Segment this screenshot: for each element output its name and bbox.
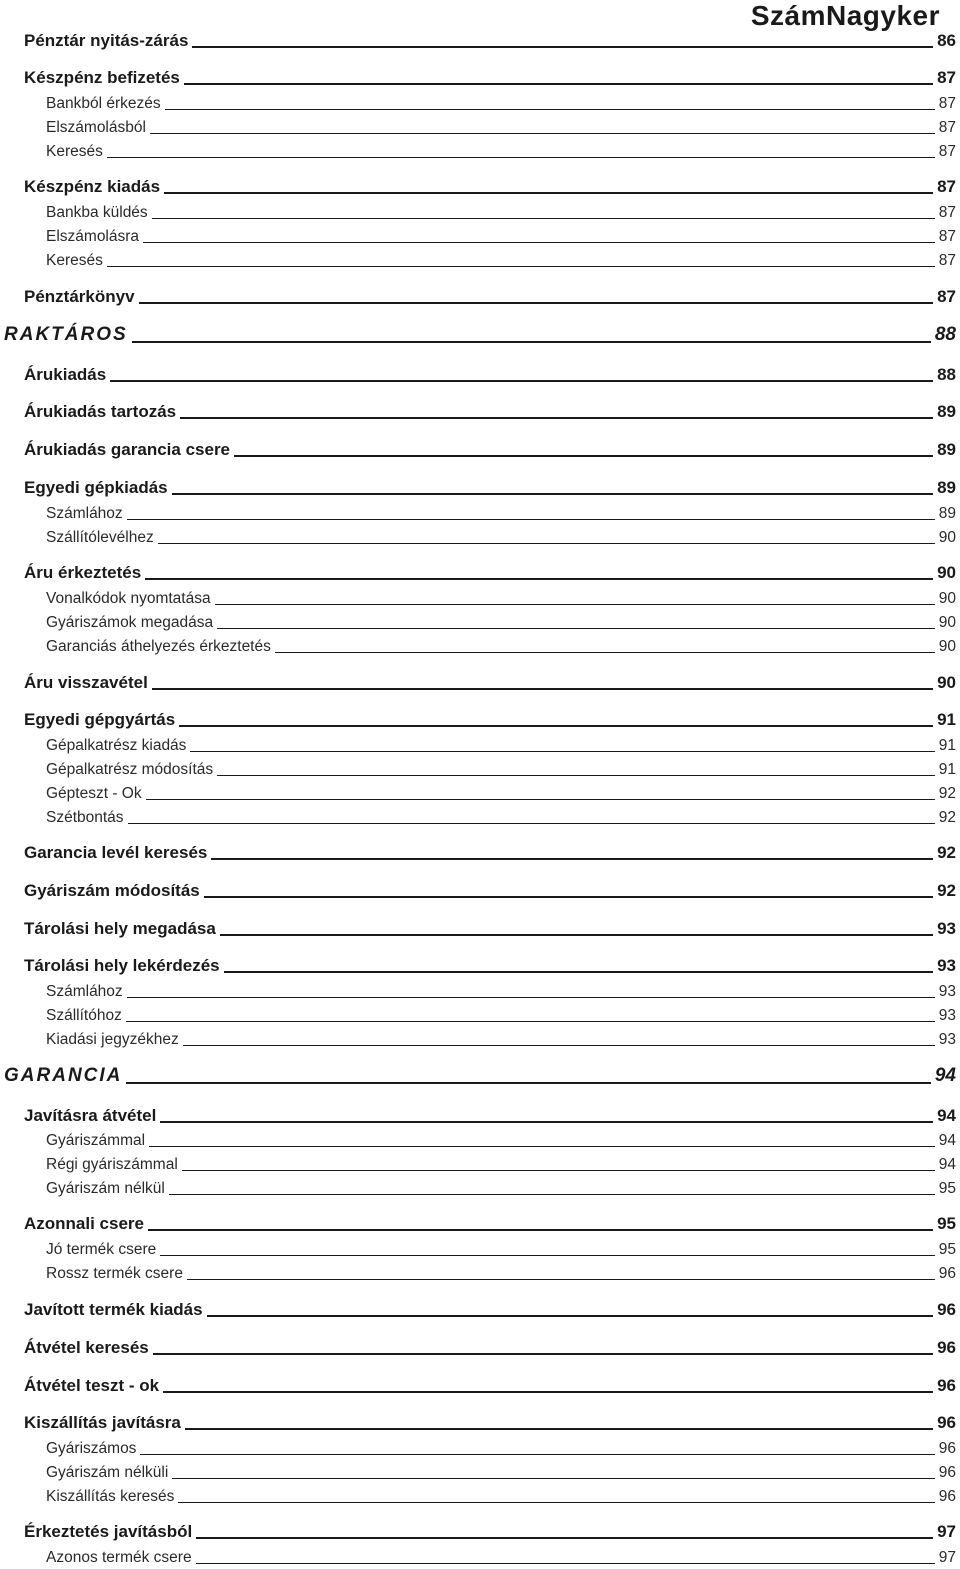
toc-leader-line <box>172 492 933 495</box>
toc-entry-label: Számlához <box>46 983 123 1000</box>
toc-entry[interactable] <box>24 1411 956 1433</box>
toc-entry-label: Áru visszavétel <box>24 673 148 692</box>
toc-leader-line <box>215 603 935 605</box>
toc-entry-label: Tárolási hely lekérdezés <box>24 956 220 975</box>
toc-entry-label: Pénztárkönyv <box>24 287 135 306</box>
toc-entry-label: Elszámolásra <box>46 228 140 245</box>
toc-leader-line <box>190 750 934 752</box>
toc-subentry[interactable] <box>46 1152 956 1174</box>
toc-page-number: 96 <box>938 1440 956 1457</box>
toc-page-number: 91 <box>937 710 956 729</box>
toc-entry[interactable] <box>24 708 956 730</box>
toc-page-number: 89 <box>938 505 956 522</box>
toc-subentry[interactable] <box>46 139 956 161</box>
toc-leader-line <box>160 1254 934 1256</box>
toc-leader-line <box>204 895 933 898</box>
toc-entry[interactable] <box>24 1104 956 1126</box>
toc-page-number: 96 <box>937 1413 956 1432</box>
toc-leader-line <box>224 970 933 973</box>
toc-entry-label: Jó termék csere <box>46 1241 157 1258</box>
toc-entry[interactable] <box>24 175 956 197</box>
toc-page-number: 90 <box>938 614 956 631</box>
toc-page-number: 93 <box>938 1007 956 1024</box>
toc-subentry[interactable] <box>46 979 956 1001</box>
toc-entry-label: Gyáriszám nélküli <box>46 1464 169 1481</box>
toc-leader-line <box>110 379 933 382</box>
toc-page-number: 89 <box>937 402 956 421</box>
toc-leader-line <box>196 1536 933 1539</box>
toc-entry-label: Árukiadás <box>24 365 107 384</box>
toc-leader-line <box>169 1193 935 1195</box>
toc-leader-line <box>180 416 933 419</box>
toc-entry-label: Pénztár nyitás-zárás <box>24 31 189 50</box>
toc-page-number: 87 <box>937 177 956 196</box>
toc-page-number: 90 <box>938 638 956 655</box>
toc-leader-line <box>132 340 931 343</box>
toc-leader-line <box>145 577 933 580</box>
toc-subentry[interactable] <box>46 1176 956 1198</box>
toc-leader-line <box>153 1352 933 1355</box>
toc-page-number: 96 <box>938 1488 956 1505</box>
toc-page-number: 93 <box>937 956 956 975</box>
toc-entry-label: Gépalkatrész kiadás <box>46 737 187 754</box>
toc-subentry[interactable] <box>46 91 956 113</box>
toc-leader-line <box>140 1453 934 1455</box>
toc-leader-line <box>163 1390 933 1393</box>
toc-section[interactable] <box>4 1065 956 1087</box>
toc-entry-label: Gyáriszámok megadása <box>46 614 214 631</box>
toc-entry-label: Régi gyáriszámmal <box>46 1156 178 1173</box>
toc-page-number: 96 <box>938 1265 956 1282</box>
toc-page-number: 92 <box>938 809 956 826</box>
toc-page-number: 94 <box>938 1132 956 1149</box>
toc-page-number: 92 <box>938 785 956 802</box>
toc-entry-label: Egyedi gépgyártás <box>24 710 176 729</box>
toc-entry[interactable] <box>24 954 956 976</box>
toc-subentry[interactable] <box>46 757 956 779</box>
toc-leader-line <box>146 798 935 800</box>
toc-entry[interactable] <box>24 671 956 693</box>
toc-entry-label: Rossz termék csere <box>46 1265 183 1282</box>
toc-entry[interactable] <box>24 285 956 307</box>
toc-leader-line <box>148 1228 933 1231</box>
toc-entry[interactable] <box>24 1212 956 1234</box>
toc-entry-label: GARANCIA <box>4 1065 123 1086</box>
toc-leader-line <box>127 996 935 998</box>
toc-page-number: 89 <box>937 478 956 497</box>
toc-subentry[interactable] <box>46 781 956 803</box>
toc-entry[interactable] <box>24 476 956 498</box>
toc-entry-label: Kiadási jegyzékhez <box>46 1031 179 1048</box>
toc-subentry[interactable] <box>46 115 956 137</box>
toc-page-number: 94 <box>938 1156 956 1173</box>
toc-leader-line <box>172 1477 934 1479</box>
toc-leader-line <box>150 132 935 134</box>
toc-entry-label: Készpénz befizetés <box>24 68 180 87</box>
toc-page-number: 94 <box>937 1106 956 1125</box>
toc-leader-line <box>107 156 935 158</box>
toc-subentry[interactable] <box>46 1261 956 1283</box>
toc-entry-label: Gyáriszám módosítás <box>24 881 200 900</box>
toc-page-number: 87 <box>938 119 956 136</box>
toc-leader-line <box>187 1278 935 1280</box>
toc-page-number: 87 <box>938 228 956 245</box>
toc-page-number: 95 <box>938 1180 956 1197</box>
toc-leader-line <box>196 1562 935 1564</box>
toc-leader-line <box>275 651 935 653</box>
toc-page-number: 90 <box>938 590 956 607</box>
toc-entry-label: Vonalkódok nyomtatása <box>46 590 211 607</box>
toc-entry[interactable] <box>24 1520 956 1542</box>
toc-page-number: 87 <box>938 204 956 221</box>
toc-entry[interactable] <box>24 400 956 422</box>
toc-leader-line <box>234 454 933 457</box>
toc-entry-label: Azonnali csere <box>24 1214 144 1233</box>
toc-leader-line <box>217 627 935 629</box>
toc-subentry[interactable] <box>46 248 956 270</box>
toc-subentry[interactable] <box>46 501 956 523</box>
toc-entry-label: Árukiadás tartozás <box>24 402 177 421</box>
toc-page-number: 88 <box>934 324 956 345</box>
toc-subentry[interactable] <box>46 224 956 246</box>
toc-entry-label: Bankba küldés <box>46 204 148 221</box>
toc-page-number: 96 <box>937 1376 956 1395</box>
toc-entry-label: Keresés <box>46 252 103 269</box>
toc-entry-label: Érkeztetés javításból <box>24 1522 193 1541</box>
toc-leader-line <box>217 774 935 776</box>
toc-page-number: 88 <box>937 365 956 384</box>
toc-leader-line <box>179 724 933 727</box>
toc-page-number: 90 <box>938 529 956 546</box>
toc-entry-label: Javításra átvétel <box>24 1106 157 1125</box>
toc-leader-line <box>178 1501 934 1503</box>
toc-page-number: 92 <box>937 843 956 862</box>
toc-leader-line <box>184 82 933 85</box>
toc-leader-line <box>185 1427 933 1430</box>
toc-page-number: 95 <box>937 1214 956 1233</box>
toc-leader-line <box>128 822 935 824</box>
toc-page-number: 93 <box>937 919 956 938</box>
toc-leader-line <box>152 217 935 219</box>
toc-subentry[interactable] <box>46 733 956 755</box>
toc-leader-line <box>164 191 933 194</box>
toc-subentry[interactable] <box>46 1128 956 1150</box>
toc-entry-label: Szállítóhoz <box>46 1007 122 1024</box>
toc-entry[interactable] <box>24 1298 956 1320</box>
toc-entry-label: RAKTÁROS <box>4 324 128 345</box>
toc-leader-line <box>107 265 935 267</box>
toc-entry-label: Szétbontás <box>46 809 124 826</box>
toc-page-number: 92 <box>937 881 956 900</box>
toc-entry-label: Gyáriszámos <box>46 1440 137 1457</box>
toc-entry-label: Számlához <box>46 505 123 522</box>
toc-page-number: 93 <box>938 983 956 1000</box>
toc-page-number: 87 <box>938 143 956 160</box>
toc-leader-line <box>192 45 933 48</box>
toc-subentry[interactable] <box>46 610 956 632</box>
toc-page-number: 96 <box>937 1300 956 1319</box>
toc-entry-label: Átvétel keresés <box>24 1338 149 1357</box>
toc-leader-line <box>182 1169 935 1171</box>
toc-page-number: 87 <box>938 252 956 269</box>
toc-page-number: 97 <box>937 1522 956 1541</box>
toc-entry[interactable] <box>24 1374 956 1396</box>
toc-subentry[interactable] <box>46 200 956 222</box>
toc-leader-line <box>211 857 933 860</box>
toc-page-number: 89 <box>937 440 956 459</box>
brand-title: SzámNagyker <box>750 0 940 31</box>
toc-entry-label: Kiszállítás keresés <box>46 1488 175 1505</box>
toc-subentry[interactable] <box>46 1237 956 1259</box>
toc-leader-line <box>220 933 933 936</box>
toc-leader-line <box>165 108 935 110</box>
toc-page-number: 87 <box>937 287 956 306</box>
toc-leader-line <box>183 1044 935 1046</box>
toc-subentry[interactable] <box>46 525 956 547</box>
toc-subentry[interactable] <box>46 1003 956 1025</box>
toc-page-number: 90 <box>937 673 956 692</box>
toc-entry-label: Javított termék kiadás <box>24 1300 203 1319</box>
toc-leader-line <box>139 301 934 304</box>
toc-page-number: 97 <box>938 1549 956 1566</box>
toc-page-number: 87 <box>937 68 956 87</box>
toc-page-number: 93 <box>938 1031 956 1048</box>
toc-entry-label: Kiszállítás javításra <box>24 1413 181 1432</box>
toc-subentry[interactable] <box>46 1460 956 1482</box>
toc-leader-line <box>160 1120 933 1123</box>
toc-subentry[interactable] <box>46 634 956 656</box>
toc-subentry[interactable] <box>46 1436 956 1458</box>
toc-leader-line <box>207 1314 933 1317</box>
toc-entry[interactable] <box>24 438 956 460</box>
toc-page-number: 91 <box>938 761 956 778</box>
toc-leader-line <box>149 1145 935 1147</box>
toc-entry-label: Garancia levél keresés <box>24 843 208 862</box>
toc-subentry[interactable] <box>46 586 956 608</box>
toc-leader-line <box>126 1020 935 1022</box>
toc-page-number: 94 <box>934 1065 956 1086</box>
toc-section[interactable] <box>4 324 956 346</box>
toc-entry[interactable] <box>24 879 956 901</box>
toc-entry-label: Elszámolásból <box>46 119 146 136</box>
toc-entry-label: Szállítólevélhez <box>46 529 154 546</box>
toc-leader-line <box>152 687 933 690</box>
toc-entry-label: Gyáriszám nélkül <box>46 1180 165 1197</box>
toc-entry-label: Áru érkeztetés <box>24 563 142 582</box>
toc-page-number: 87 <box>938 95 956 112</box>
toc-entry-label: Átvétel teszt - ok <box>24 1376 160 1395</box>
toc-subentry[interactable] <box>46 1027 956 1049</box>
toc-page-number: 91 <box>938 737 956 754</box>
toc-page-number: 96 <box>938 1464 956 1481</box>
toc-page-number: 95 <box>938 1241 956 1258</box>
toc-leader-line <box>126 1081 930 1084</box>
toc-entry-label: Gépalkatrész módosítás <box>46 761 214 778</box>
toc-entry-label: Gyáriszámmal <box>46 1132 146 1149</box>
toc-entry[interactable] <box>24 841 956 863</box>
toc-page-number: 86 <box>937 31 956 50</box>
toc-entry-label: Készpénz kiadás <box>24 177 161 196</box>
toc-entry[interactable] <box>24 917 956 939</box>
toc-entry-label: Egyedi gépkiadás <box>24 478 168 497</box>
toc-subentry[interactable] <box>46 1545 956 1567</box>
toc-entry-label: Tárolási hely megadása <box>24 919 216 938</box>
toc-page-number: 96 <box>937 1338 956 1357</box>
toc-entry-label: Bankból érkezés <box>46 95 161 112</box>
toc-leader-line <box>143 241 935 243</box>
toc-entry-label: Árukiadás garancia csere <box>24 440 231 459</box>
toc-entry[interactable] <box>24 1336 956 1358</box>
toc-entry-label: Azonos termék csere <box>46 1549 192 1566</box>
toc-page-number: 90 <box>937 563 956 582</box>
toc-leader-line <box>158 542 935 544</box>
toc-entry[interactable] <box>24 66 956 88</box>
toc-entry-label: Keresés <box>46 143 103 160</box>
toc-leader-line <box>127 518 935 520</box>
toc-entry[interactable] <box>24 363 956 385</box>
toc-entry[interactable] <box>24 561 956 583</box>
toc-subentry[interactable] <box>46 1484 956 1506</box>
toc-entry-label: Garanciás áthelyezés érkeztetés <box>46 638 271 655</box>
toc-subentry[interactable] <box>46 805 956 827</box>
toc-entry-label: Gépteszt - Ok <box>46 785 142 802</box>
toc-entry[interactable] <box>24 29 956 51</box>
